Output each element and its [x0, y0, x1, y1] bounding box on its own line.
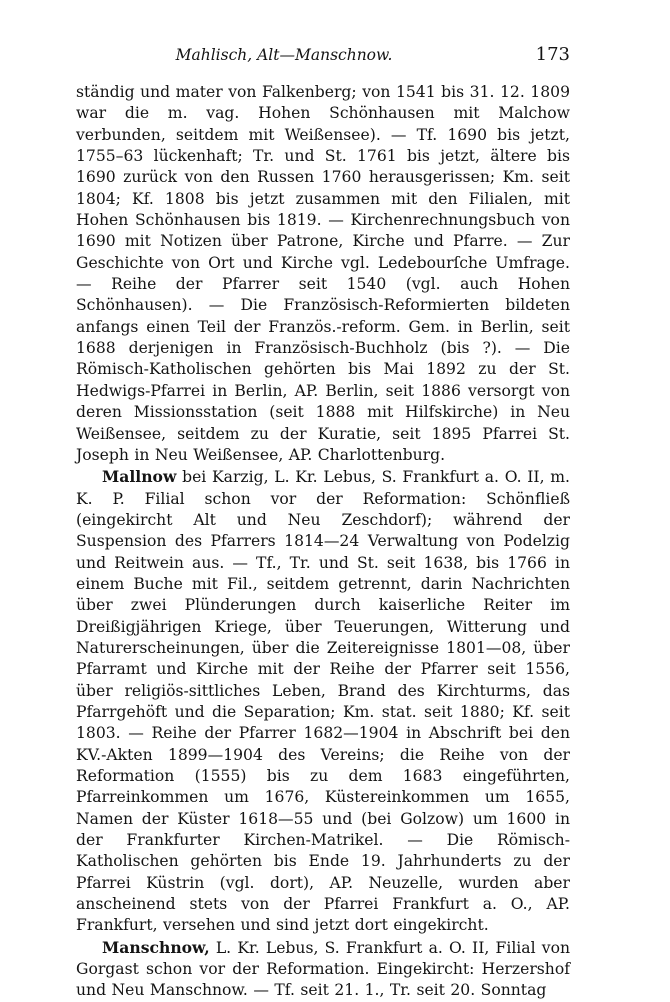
paragraph-continuation: [76, 82, 570, 466]
entry-headword: Mallnow: [102, 467, 177, 487]
entry-mallnow: [76, 466, 570, 937]
entry-text: L. Kr. Lebus, S. Frankfurt a. O. II, Filial von Gorgast schon vor der Reformation. Eingekircht: Herzershof und Neu Manschnow. — Tf. seit 21. 1., Tr. seit 20. Sonntag: [76, 938, 570, 1000]
page-header: [76, 44, 570, 68]
entry-headword: Manschnow,: [102, 937, 210, 957]
entry-text: bei Karzig, L. Kr. Lebus, S. Frankfurt a. O. II, m. K. P. Filial schon vor der Reformation: Schönfließ (eingekircht Alt und Neu Zeschdorf); während der Suspension des Pfarrers 1814—24 Verwaltung von Podelzig und Reitwein aus. — Tf., Tr. und St. seit 1638, bis 1766 in einem Buche mit Fil., seitdem getrennt, darin Nachrichten über zwei Plünderungen durch kaiserliche Reiter im Dreißigjährigen Kriege, über Teuerungen, Witterung und Naturerscheinungen, über die Zeitereignisse 1801—08, über Pfarramt und Kirche mit der Reihe der Pfarrer seit 1556, über religiös-sittliches Leben, Brand des Kirchturms, das Pfarrgehöft und die Separation; Km. stat. seit 1880; Kf. seit 1803. — Reihe der Pfarrer 1682—1904 in Abschrift bei den KV.-Akten 1899—1904 des Vereins; die Reihe von der Reformation (1555) bis zu dem 1683 eingeführten, Pfarreinkommen um 1676, Küstereinkommen um 1655, Namen der Küster 1618—55 und (bei Golzow) um 1600 in der Frankfurter Kirchen-Matrikel. — Die Römisch-Katholischen gehörten bis Ende 19. Jahrhunderts zu der Pfarrei Küstrin (vgl. dort), AP. Neuzelle, wurden aber anscheinend stets von der Pfarrei Frankfurt a. O., AP. Frankfurt, versehen und sind jetzt dort eingekircht.: [76, 468, 570, 935]
body-text: [76, 82, 570, 1002]
paragraph-text: ständig und mater von Falkenberg; von 1541 bis 31. 12. 1809 war die m. vag. Hohen Schönhausen mit Malchow verbunden, seitdem mit Weißensee). — Tf. 1690 bis jetzt, 1755–63 lückenhaft; Tr. und St. 1761 bis jetzt, ältere bis 1690 zurück von den Russen 1760 herausgerissen; Km. seit 1804; Kf. 1808 bis jetzt zusammen mit den Filialen, mit Hohen Schönhausen bis 1819. — Kirchenrechnungsbuch von 1690 mit Notizen über Patrone, Kirche und Pfarre. — Zur Geschichte von Ort und Kirche vgl. Ledebourſche Umfrage. — Reihe der Pfarrer seit 1540 (vgl. auch Hohen Schönhausen). — Die Französisch-Reformierten bildeten anfangs einen Teil der Französ.-reform. Gem. in Berlin, seit 1688 derjenigen in Französisch-Buchholz (bis ?). — Die Römisch-Katholischen gehörten bis Mai 1892 zu der St. Hedwigs-Pfarrei in Berlin, AP. Berlin, seit 1886 versorgt von deren Missionsstation (seit 1888 mit Hilfskirche) in Neu Weißensee, seitdem zu der Kuratie, seit 1895 Pfarrei St. Joseph in Neu Weißensee, AP. Charlottenburg.: [76, 83, 570, 464]
page-number: 173: [535, 44, 570, 65]
running-head: Mahlisch, Alt—Manschnow.: [175, 46, 393, 64]
